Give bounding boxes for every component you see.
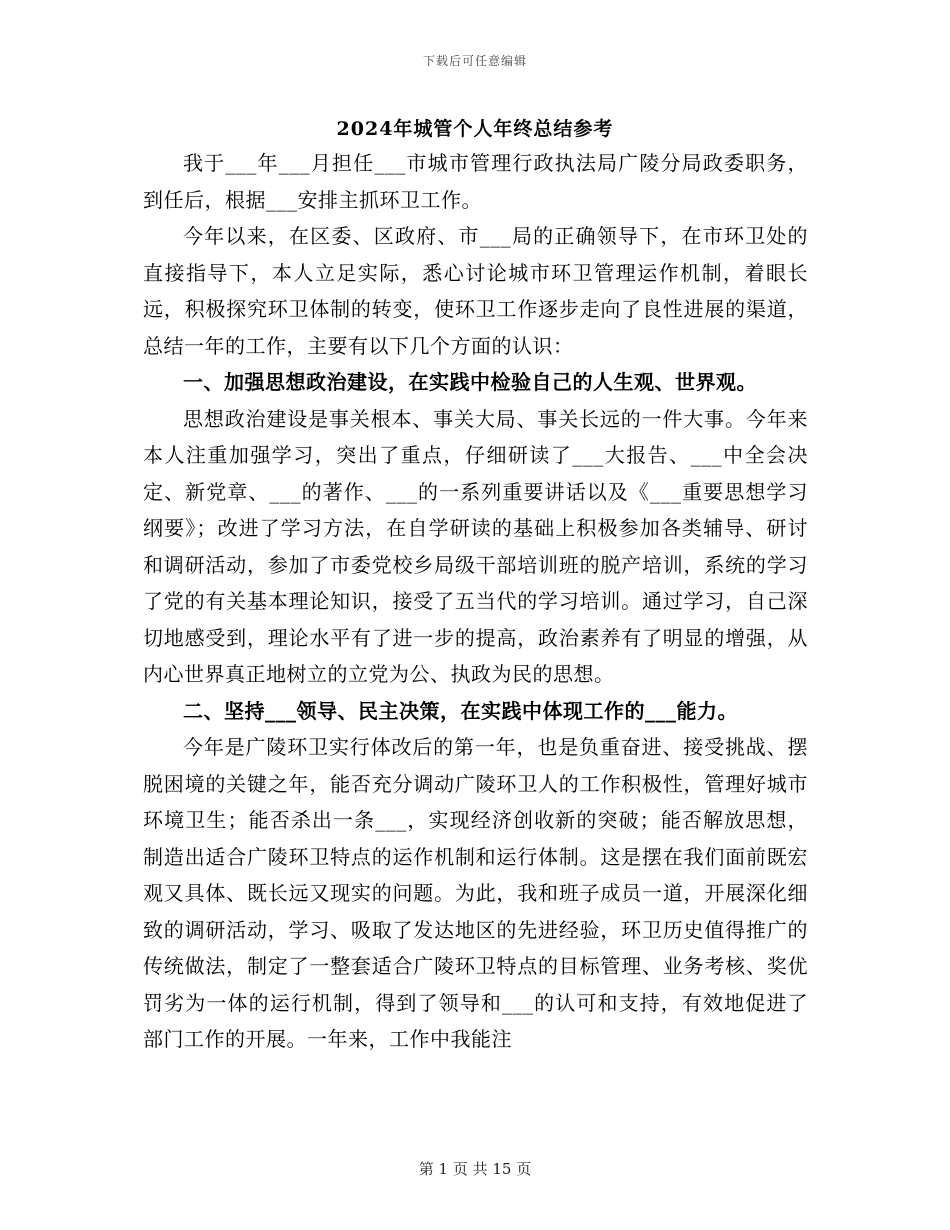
paragraph-reform: 今年是广陵环卫实行体改后的第一年，也是负重奋进、接受挑战、摆脱困境的关键之年，能否充分调动广陵环卫人的工作积极性，管理好城市环境卫生；能否杀出一条___，实现经济创收新的突破；能否解放思想，制造出适合广陵环卫特点的运作机制和运行体制。这是摆在我们面前既宏观又具体、既长远又现实的问题。为此，我和班子成员一道，开展深化细致的调研活动，学习、吸取了发达地区的先进经验，环卫历史值得推广的传统做法，制定了一整套适合广陵环卫特点的目标管理、业务考核、奖优罚劣为一体的运行机制，得到了领导和___的认可和支持，有效地促进了部门工作的开展。一年来，工作中我能注	[143, 735, 808, 1051]
document-body	[143, 145, 808, 1058]
paragraph-overview: 今年以来，在区委、区政府、市___局的正确领导下，在市环卫处的直接指导下，本人立足实际，悉心讨论城市环卫管理运作机制，着眼长远，积极探究环卫体制的转变，使环卫工作逐步走向了良性进展的渠道，总结一年的工作，主要有以下几个方面的认识：	[143, 224, 808, 358]
paragraph-political-study: 思想政治建设是事关根本、事关大局、事关长远的一件大事。今年来本人注重加强学习，突出了重点，仔细研读了___大报告、___中全会决定、新党章、___的著作、___的一系列重要讲话以及《___重要思想学习纲要》；改进了学习方法，在自学研读的基础上积极参加各类辅导、研讨和调研活动，参加了市委党校乡局级干部培训班的脱产培训，系统的学习了党的有关基本理论知识，接受了五当代的学习培训。通过学习，自己深切地感受到，理论水平有了进一步的提高，政治素养有了明显的增强，从内心世界真正地树立的立党为公、执政为民的思想。	[143, 406, 808, 686]
section-heading-1: 一、加强思想政治建设，在实践中检验自己的人生观、世界观。	[183, 370, 757, 394]
page-number: 第 1 页 共 15 页	[418, 1160, 532, 1178]
section-heading-2: 二、坚持___领导、民主决策，在实践中体现工作的___能力。	[183, 698, 738, 723]
header-note: 下载后可任意编辑	[422, 54, 527, 68]
paragraph-appointment: 我于___年___月担任___市城市管理行政执法局广陵分局政委职务，到任后，根据___安排主抓环卫工作。	[143, 151, 808, 212]
document-title: 2024年城管个人年终总结参考	[336, 118, 614, 140]
